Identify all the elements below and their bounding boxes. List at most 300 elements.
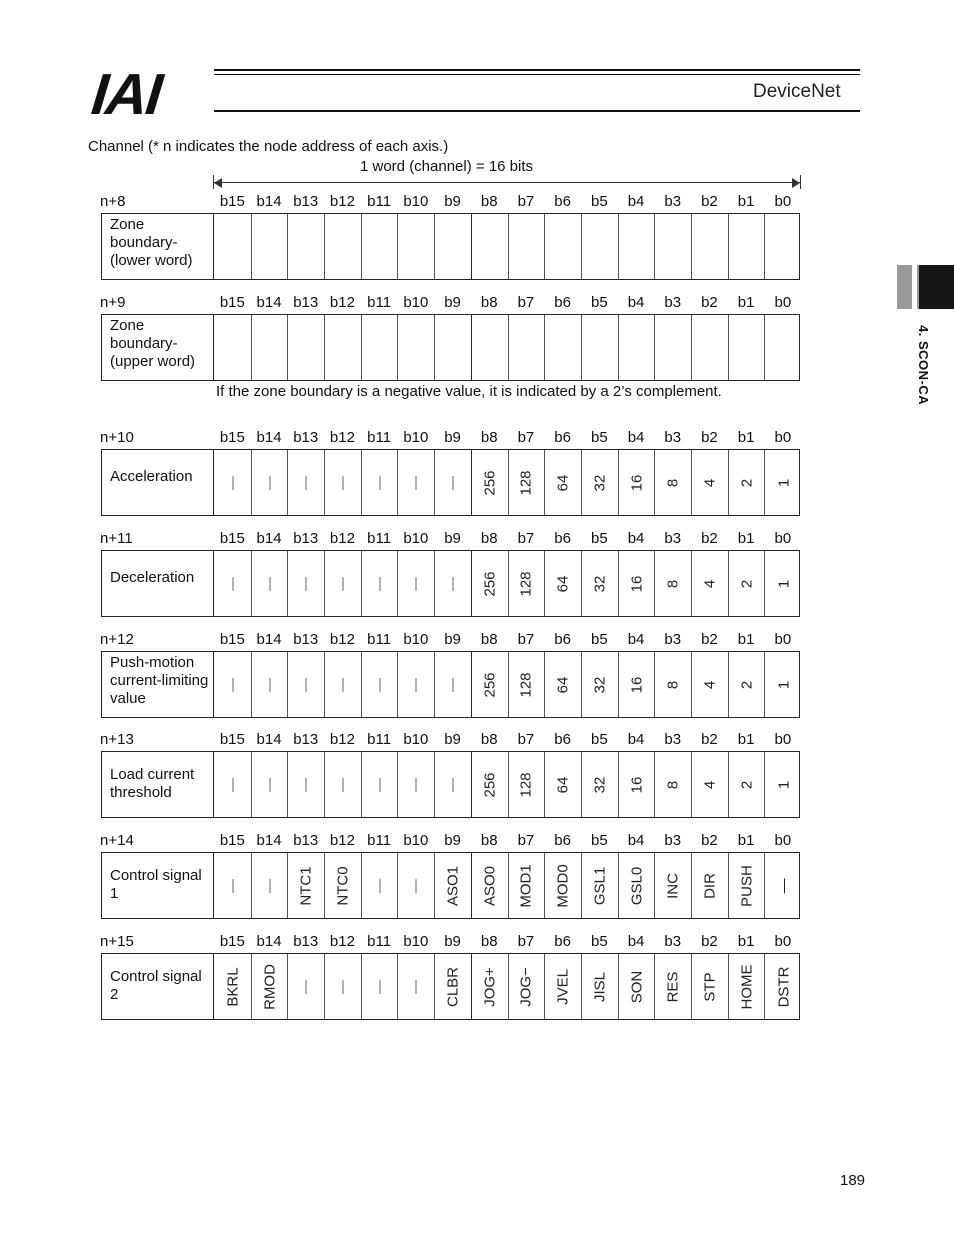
bit-cell [325, 450, 362, 515]
unused-bit-mark [306, 678, 307, 692]
bit-header: b11 [367, 294, 392, 311]
bit-header: b10 [403, 832, 429, 849]
bit-header: b5 [591, 294, 608, 311]
bit-value: 256 [481, 469, 499, 496]
bit-header: b6 [554, 832, 571, 849]
bit-cell [619, 752, 656, 817]
unused-bit-mark [269, 577, 270, 591]
bit-header: b8 [480, 731, 498, 748]
bit-header: b0 [774, 193, 792, 210]
bit-header: b9 [444, 631, 461, 648]
bit-cell [655, 214, 692, 279]
bit-header: b4 [627, 294, 645, 311]
bit-header: b7 [517, 731, 535, 748]
bit-cell [325, 652, 362, 717]
bit-header: b7 [517, 832, 535, 849]
unused-bit-mark [306, 778, 307, 792]
bit-value: JOG− [517, 966, 535, 1007]
unused-bit-mark [379, 980, 380, 994]
bit-value: RMOD [261, 963, 279, 1010]
bit-header: b14 [256, 631, 282, 648]
bit-value: 2 [738, 680, 756, 689]
bit-header: b2 [701, 530, 718, 547]
bit-header: b15 [219, 530, 245, 547]
bit-cell [215, 853, 252, 918]
bit-cell [215, 214, 252, 279]
bit-value: 2 [738, 579, 756, 588]
bit-value: GSL1 [591, 866, 609, 905]
bit-cell [472, 450, 509, 515]
bit-header: b9 [444, 731, 461, 748]
register-label: Deceleration [110, 569, 195, 586]
register-row [101, 953, 800, 1020]
bit-header: b10 [403, 731, 429, 748]
bit-cell [399, 954, 436, 1019]
register-row [101, 314, 800, 381]
bit-cell [472, 551, 509, 616]
bit-header: b3 [664, 631, 682, 648]
bit-cell [766, 214, 803, 279]
register-label: Load current threshold [110, 766, 195, 801]
bit-cell [692, 652, 729, 717]
bit-cell [509, 450, 546, 515]
register-label: Push-motion current-limiting value [110, 654, 209, 707]
register-label: Zone boundary- (upper word) [110, 317, 196, 370]
bit-value: 128 [517, 469, 535, 496]
bit-header: b13 [293, 933, 319, 950]
bit-cell [288, 315, 325, 380]
unused-bit-mark [453, 476, 454, 490]
bit-cell [729, 853, 766, 918]
bit-header: b11 [367, 933, 392, 950]
bit-cell [472, 853, 509, 918]
bit-header: b0 [774, 429, 792, 446]
bit-cell [509, 954, 546, 1019]
bit-cell [766, 853, 803, 918]
bit-cell [252, 954, 289, 1019]
bit-header: b5 [591, 731, 608, 748]
bit-cell [362, 752, 399, 817]
channel-note: Channel (* n indicates the node address of each axis.) [88, 138, 449, 155]
bit-value: 32 [591, 676, 609, 693]
bit-cell [215, 954, 252, 1019]
bit-header: b0 [774, 294, 792, 311]
bit-cell [362, 315, 399, 380]
bit-cell [435, 450, 472, 515]
unused-bit-mark [232, 778, 233, 792]
bit-header: b8 [480, 832, 498, 849]
bit-value: 64 [554, 575, 572, 592]
bit-header: b6 [554, 530, 571, 547]
bit-header: b14 [256, 832, 282, 849]
unused-bit-mark [416, 577, 417, 591]
bit-header: b9 [444, 294, 461, 311]
bit-header: b12 [329, 933, 355, 950]
bit-cell [582, 954, 619, 1019]
bit-cell [325, 954, 362, 1019]
bit-header: b4 [627, 731, 645, 748]
bit-header: b12 [329, 832, 355, 849]
section-title: DeviceNet [753, 81, 841, 102]
bit-cell [582, 853, 619, 918]
bit-value: 2 [738, 780, 756, 789]
bit-value: 4 [701, 780, 719, 789]
unused-bit-mark [379, 577, 380, 591]
zone-negative-note: If the zone boundary is a negative value, it is indicated by a 2’s complement. [216, 383, 722, 400]
bit-header: b11 [367, 832, 392, 849]
register-row [101, 550, 800, 617]
unused-bit-mark [232, 879, 233, 893]
bit-cell [729, 214, 766, 279]
chapter-label [905, 320, 945, 430]
unused-bit-mark [306, 577, 307, 591]
bit-header: b8 [480, 631, 498, 648]
register-row [101, 449, 800, 516]
bit-cell [692, 315, 729, 380]
bit-value: 16 [628, 575, 646, 592]
unused-bit-mark [269, 879, 270, 893]
bit-header: b14 [256, 429, 282, 446]
bit-cell [472, 954, 509, 1019]
bit-cell [766, 954, 803, 1019]
bit-cell [545, 652, 582, 717]
unused-bit-mark [416, 778, 417, 792]
bit-cell [655, 315, 692, 380]
bit-value: 64 [554, 676, 572, 693]
bit-value: GSL0 [628, 866, 646, 905]
bit-value: CLBR [444, 966, 462, 1007]
bit-header: b3 [664, 832, 682, 849]
bit-cell [545, 551, 582, 616]
bit-value: 32 [591, 776, 609, 793]
chapter-tab-gap [912, 265, 917, 309]
unused-bit-mark [269, 476, 270, 490]
bit-header: b4 [627, 832, 645, 849]
bit-value: MOD0 [554, 863, 572, 908]
bit-cell [509, 551, 546, 616]
bit-cell [399, 752, 436, 817]
bit-cell [655, 652, 692, 717]
bit-cell [582, 551, 619, 616]
register-row [101, 751, 800, 818]
bit-header: b5 [591, 429, 608, 446]
bit-cell [288, 450, 325, 515]
bit-cell [288, 551, 325, 616]
bit-cell [288, 752, 325, 817]
bit-header: b7 [517, 631, 535, 648]
bit-header: b8 [480, 933, 498, 950]
register-name: n+8 [100, 193, 126, 210]
bit-header: b12 [329, 193, 355, 210]
bit-cell [472, 752, 509, 817]
unused-bit-mark [416, 879, 417, 893]
ruler-tick-right [800, 175, 801, 189]
bit-header: b5 [591, 193, 608, 210]
bit-value: 1 [775, 579, 793, 588]
bit-header: b1 [737, 193, 755, 210]
bit-header: b9 [444, 193, 461, 210]
unused-bit-mark [269, 778, 270, 792]
bit-cell [435, 551, 472, 616]
bit-header: b10 [403, 631, 429, 648]
bit-header: b10 [403, 193, 429, 210]
bit-header: b14 [256, 294, 282, 311]
bit-value: 128 [517, 671, 535, 698]
bit-header: b1 [737, 731, 755, 748]
bit-value: 8 [664, 579, 682, 588]
bit-cell [362, 853, 399, 918]
bit-cell [215, 450, 252, 515]
bit-cell [399, 551, 436, 616]
bit-value: SON [628, 970, 646, 1003]
bit-header: b4 [627, 933, 645, 950]
bit-value: 256 [481, 671, 499, 698]
bit-header: b1 [737, 631, 755, 648]
bit-cell [435, 652, 472, 717]
register-label: Acceleration [110, 468, 193, 485]
register-row [101, 852, 800, 919]
bit-header: b1 [737, 832, 755, 849]
bit-cell [288, 954, 325, 1019]
unused-bit-mark [453, 778, 454, 792]
bit-cell [766, 652, 803, 717]
bit-header: b5 [591, 530, 608, 547]
register-label-cell [102, 450, 214, 515]
bit-header: b11 [367, 530, 392, 547]
bit-value: BKRL [224, 966, 242, 1007]
bit-value: 32 [591, 474, 609, 491]
bit-value: JOG+ [481, 966, 499, 1007]
bit-header: b2 [701, 193, 718, 210]
bit-cell [509, 853, 546, 918]
ruler-arrow-left-icon [214, 178, 222, 188]
unused-bit-mark [342, 778, 343, 792]
bit-cell [545, 752, 582, 817]
unused-bit-mark [453, 577, 454, 591]
bit-value: 128 [517, 570, 535, 597]
bit-header: b2 [701, 832, 718, 849]
bit-cell [362, 652, 399, 717]
bit-header: b4 [627, 530, 645, 547]
bit-cell [729, 652, 766, 717]
bit-value: 1 [775, 478, 793, 487]
bit-cell [692, 752, 729, 817]
bit-header: b2 [701, 294, 718, 311]
bit-cell [399, 214, 436, 279]
register-name: n+15 [100, 933, 134, 950]
bit-header: b2 [701, 933, 718, 950]
bit-header: b15 [219, 631, 245, 648]
bit-header: b14 [256, 731, 282, 748]
page-number: 189 [840, 1172, 866, 1189]
bit-cell [509, 214, 546, 279]
bit-header: b15 [219, 429, 245, 446]
bit-cell [619, 315, 656, 380]
bit-cell [362, 954, 399, 1019]
bit-cell [215, 551, 252, 616]
bit-cell [435, 315, 472, 380]
bit-cell [655, 551, 692, 616]
bit-header: b5 [591, 631, 608, 648]
bit-value: 4 [701, 680, 719, 689]
bit-header: b9 [444, 933, 461, 950]
unused-bit-mark [416, 476, 417, 490]
register-label-cell [102, 752, 214, 817]
bit-header: b3 [664, 193, 682, 210]
bit-value: 1 [775, 780, 793, 789]
bit-cell [509, 652, 546, 717]
bit-cell [655, 450, 692, 515]
bit-cell [325, 551, 362, 616]
bit-header: b14 [256, 193, 282, 210]
bit-header: b13 [293, 193, 319, 210]
bit-cell [545, 853, 582, 918]
unused-bit-mark [379, 778, 380, 792]
bit-value: 128 [517, 771, 535, 798]
bit-header: b10 [403, 530, 429, 547]
bit-header: b6 [554, 193, 571, 210]
unused-bit-mark [416, 980, 417, 994]
bit-header: b2 [701, 631, 718, 648]
bit-value: 4 [701, 478, 719, 487]
unused-bit-mark [379, 879, 380, 893]
bit-cell [729, 315, 766, 380]
bit-header: b7 [517, 530, 535, 547]
unused-bit-mark [232, 678, 233, 692]
bit-header: b13 [293, 429, 319, 446]
bit-header: b0 [774, 933, 792, 950]
bit-header: b14 [256, 530, 282, 547]
register-row [101, 651, 800, 718]
bit-cell [619, 652, 656, 717]
register-name: n+9 [100, 294, 126, 311]
bit-header: b6 [554, 429, 571, 446]
bit-header: b10 [403, 294, 429, 311]
bit-header: b12 [329, 530, 355, 547]
bit-cell [655, 954, 692, 1019]
bit-header: b3 [664, 429, 682, 446]
unused-bit-mark [416, 678, 417, 692]
bit-cell [729, 450, 766, 515]
bit-value: 64 [554, 474, 572, 491]
bit-cell [692, 551, 729, 616]
unused-bit-mark [342, 678, 343, 692]
bit-header: b9 [444, 429, 461, 446]
unused-bit-mark [342, 476, 343, 490]
bit-cell [252, 853, 289, 918]
bit-header: b13 [293, 731, 319, 748]
bit-header: b11 [367, 631, 392, 648]
bit-header: b1 [737, 294, 755, 311]
bit-header: b13 [293, 631, 319, 648]
bit-cell [766, 551, 803, 616]
bit-header: b7 [517, 193, 535, 210]
bit-header: b5 [591, 832, 608, 849]
bit-value: DSTR [775, 966, 793, 1007]
unused-bit-mark [269, 678, 270, 692]
bit-cell [582, 652, 619, 717]
bit-cell [325, 214, 362, 279]
bit-cell [435, 214, 472, 279]
bit-cell [545, 214, 582, 279]
bit-value: MOD1 [517, 863, 535, 908]
unused-bit-mark [453, 678, 454, 692]
header-rule-bottom [214, 110, 860, 112]
unused-bit-mark [232, 577, 233, 591]
bit-value: RES [664, 971, 682, 1002]
bit-header: b2 [701, 429, 718, 446]
bit-cell [325, 315, 362, 380]
bit-cell [655, 853, 692, 918]
bit-header: b14 [256, 933, 282, 950]
bit-cell [619, 853, 656, 918]
bit-value: — [775, 878, 793, 893]
bit-value: DIR [701, 872, 719, 899]
bit-header: b1 [737, 429, 755, 446]
bit-header: b10 [403, 933, 429, 950]
bit-value: 256 [481, 570, 499, 597]
register-name: n+10 [100, 429, 134, 446]
bit-header: b8 [480, 530, 498, 547]
bit-cell [729, 752, 766, 817]
bit-cell [766, 752, 803, 817]
bit-cell [288, 853, 325, 918]
bit-header: b7 [517, 933, 535, 950]
bit-cell [399, 450, 436, 515]
bit-cell [362, 450, 399, 515]
bit-value: 16 [628, 474, 646, 491]
register-label-cell [102, 853, 214, 918]
bit-cell [472, 652, 509, 717]
bit-header: b9 [444, 530, 461, 547]
register-label-cell [102, 652, 214, 717]
bit-value: 8 [664, 478, 682, 487]
bit-value: PUSH [738, 864, 756, 907]
bit-header: b12 [329, 294, 355, 311]
bit-cell [545, 315, 582, 380]
bit-cell [362, 214, 399, 279]
bit-header: b13 [293, 294, 319, 311]
bit-header: b0 [774, 530, 792, 547]
bit-width-ruler [214, 182, 800, 183]
bit-cell [692, 954, 729, 1019]
unused-bit-mark [379, 678, 380, 692]
bit-value: 4 [701, 579, 719, 588]
bit-header: b11 [367, 193, 392, 210]
bit-cell [215, 652, 252, 717]
bit-cell [619, 450, 656, 515]
bit-header: b15 [219, 832, 245, 849]
bit-header: b6 [554, 731, 571, 748]
bit-header: b11 [367, 731, 392, 748]
register-label: Control signal 2 [110, 968, 202, 1003]
register-name: n+11 [100, 530, 133, 547]
bit-header: b8 [480, 193, 498, 210]
bit-cell [582, 315, 619, 380]
bit-header: b3 [664, 294, 682, 311]
bit-cell [766, 450, 803, 515]
bit-header: b7 [517, 429, 535, 446]
bit-header: b13 [293, 832, 319, 849]
bit-header: b15 [219, 193, 245, 210]
bit-cell [325, 853, 362, 918]
bit-cell [435, 853, 472, 918]
bit-header: b3 [664, 530, 682, 547]
unused-bit-mark [306, 476, 307, 490]
bit-value: INC [664, 872, 682, 899]
word-bits-note: 1 word (channel) = 16 bits [360, 158, 534, 175]
bit-value: 1 [775, 680, 793, 689]
